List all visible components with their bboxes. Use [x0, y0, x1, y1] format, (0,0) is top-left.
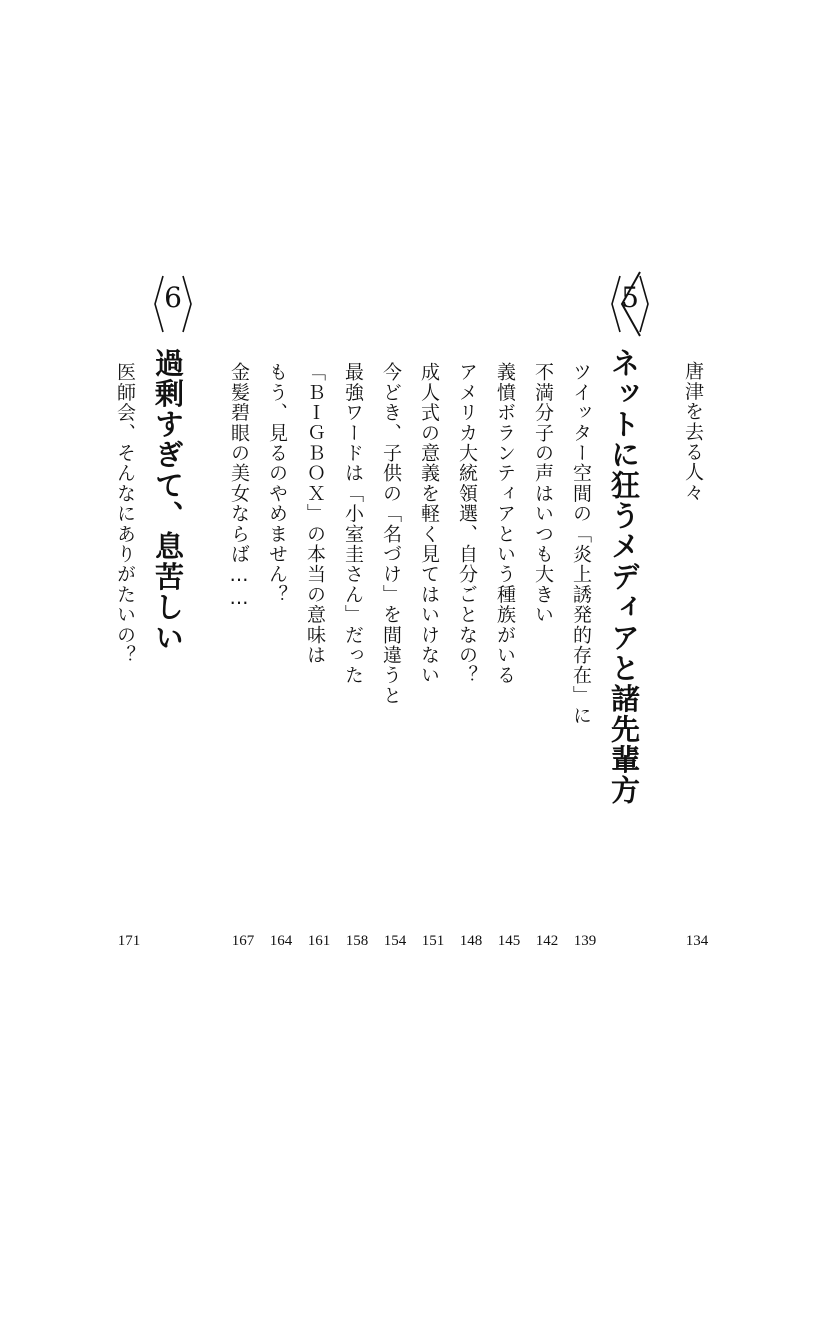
page-number-148: 148 [459, 933, 483, 949]
toc-entry-saikyo[interactable]: 最強ワードは「小室圭さん」だった [342, 362, 364, 686]
page-number-142: 142 [535, 933, 559, 949]
page-number-154: 154 [383, 933, 407, 949]
page-number-139: 139 [573, 933, 597, 949]
chapter-number-label: 6 [164, 281, 182, 314]
page-number-167: 167 [231, 933, 255, 949]
page-number-134: 134 [685, 933, 709, 949]
page-number-145: 145 [497, 933, 521, 949]
chapter-title-5[interactable]: ネットに狂うメディアと諸先輩方 [607, 348, 641, 806]
toc-entry-ishikai[interactable]: 医師会、そんなにありがたいの？ [114, 362, 136, 665]
chapter-number-6 [153, 270, 193, 340]
chapter-number-label: 5 [621, 281, 639, 314]
toc-entry-karatsu[interactable]: 唐津を去る人々 [682, 361, 704, 503]
toc-entry-bigbox[interactable]: 「ＢＩＧＢＯＸ」の本当の意味は [304, 362, 326, 665]
toc-entry-seijinshiki[interactable]: 成人式の意義を軽く見てはいけない [418, 362, 440, 686]
toc-entry-kinpatsu[interactable]: 金髪碧眼の美女ならば…… [228, 362, 250, 611]
toc-entry-twitter[interactable]: ツイッター空間の「炎上誘発的存在」に [570, 362, 592, 726]
toc-entry-america[interactable]: アメリカ大統領選、自分ごとなの？ [456, 362, 478, 686]
page-number-171: 171 [117, 933, 141, 949]
page-number-151: 151 [421, 933, 445, 949]
toc-entry-gifun[interactable]: 義憤ボランティアという種族がいる [494, 362, 516, 686]
toc-entry-fuman[interactable]: 不満分子の声はいつも大きい [532, 362, 554, 625]
chapter-number-5 [610, 270, 650, 340]
chapter-title-6[interactable]: 過剰すぎて、息苦しい [151, 348, 185, 653]
page-number-164: 164 [269, 933, 293, 949]
toc-entry-nazuke[interactable]: 今どき、子供の「名づけ」を間違うと [380, 362, 402, 706]
page-number-158: 158 [345, 933, 369, 949]
toc-entry-mou[interactable]: もう、見るのやめません？ [266, 362, 288, 605]
page-number-161: 161 [307, 933, 331, 949]
